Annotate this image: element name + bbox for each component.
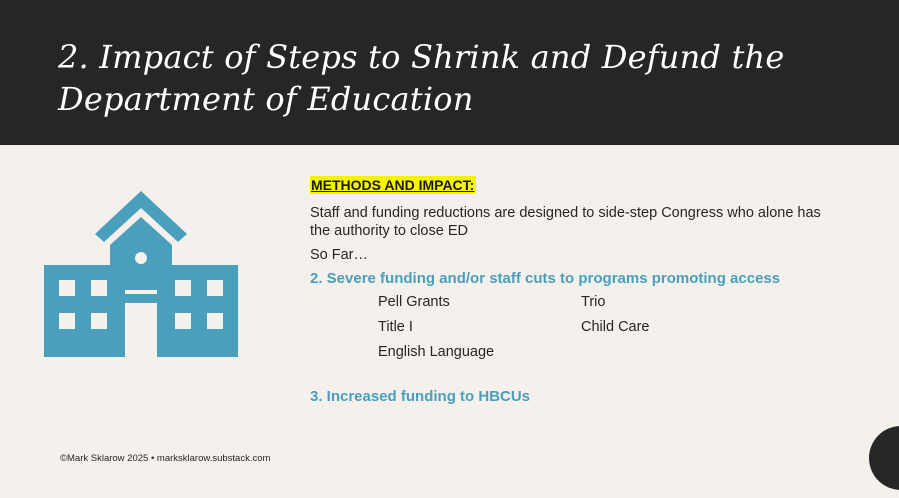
title-bar — [0, 0, 899, 145]
footer-credit: ©Mark Sklarow 2025 • marksklarow.substack.com — [60, 453, 271, 464]
program-item: Pell Grants — [378, 294, 450, 310]
slide-title: 2. Impact of Steps to Shrink and Defund the Department of Education — [58, 38, 785, 118]
program-item: Trio — [581, 294, 606, 310]
program-item: English Language — [378, 344, 495, 360]
programs-list — [310, 293, 870, 371]
body-text: Staff and funding reductions are designed to side-step Congress who alone has the authority to close ED — [310, 205, 821, 239]
so-far-text: So Far… — [310, 247, 369, 263]
point-2-heading: 2. Severe funding and/or staff cuts to programs promoting access — [310, 270, 781, 287]
program-item: Child Care — [581, 319, 650, 335]
content-block — [310, 176, 870, 406]
school-building-icon — [44, 189, 238, 357]
methods-label: METHODS AND IMPACT: — [311, 177, 475, 193]
point-3-heading: 3. Increased funding to HBCUs — [310, 388, 531, 405]
program-item: Title I — [378, 319, 413, 335]
corner-circle — [869, 426, 899, 490]
